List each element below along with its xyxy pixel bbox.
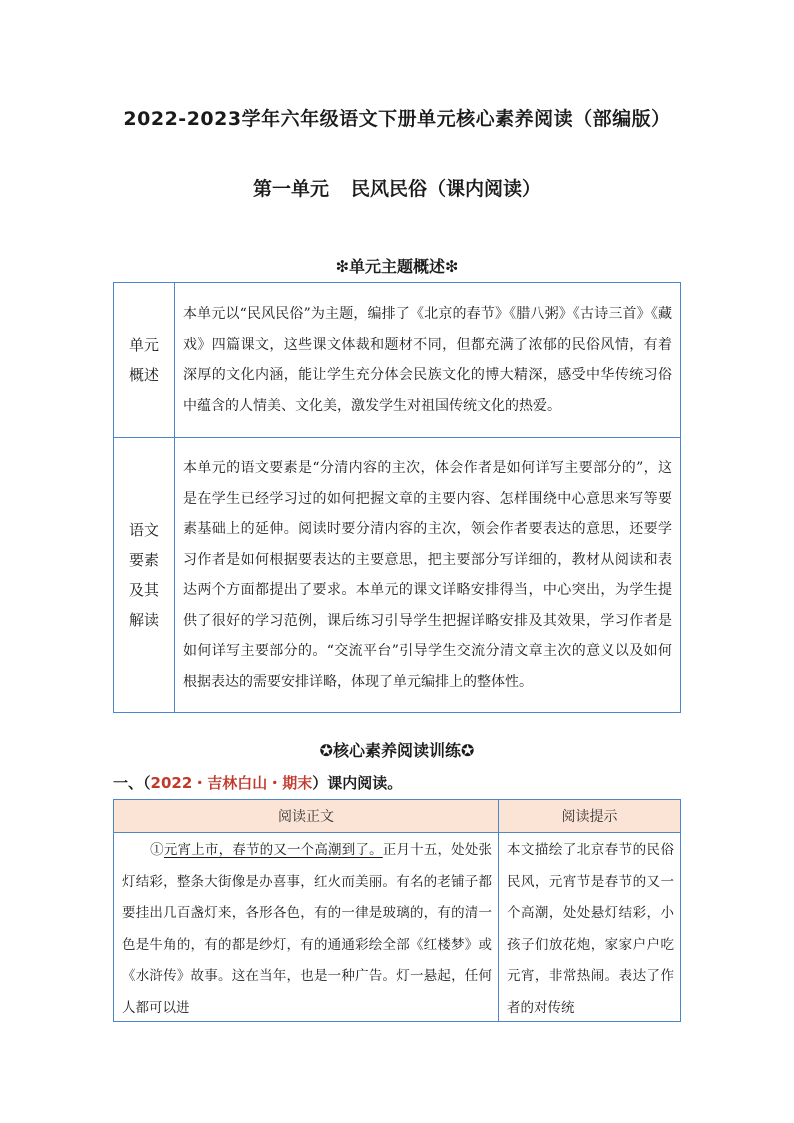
reading-header-passage: 阅读正文	[114, 800, 499, 833]
overview-row-label: 单元概述	[114, 283, 175, 438]
question-prefix: 一、（	[113, 774, 151, 792]
reading-header-hint: 阅读提示	[499, 800, 681, 833]
reading-hint: 本文描绘了北京春节的民俗民风，元宵节是春节的又一个高潮，处处悬灯结彩，小孩子们放花炮，家家户户吃元宵，非常热闹。表达了作者的对传统	[499, 833, 681, 1022]
passage-text: 正月十五，处处张灯结彩，整条大街像是办喜事，红火而美丽。有名的老铺子都要挂出几百盏灯来，各形各色，有的一律是玻璃的，有的清一色是牛角的，有的都是纱灯，有的通通彩绘全部《红楼梦》或《水浒传》故事。这在当年，也是一种广告。灯一悬起，任何人都可以进	[122, 842, 492, 1016]
underlined-sentence: 元宵上市，春节的又一个高潮到了。	[163, 842, 383, 858]
reading-table	[113, 799, 681, 1022]
overview-row-text: 本单元以“民风民俗”为主题，编排了《北京的春节》《腊八粥》《古诗三首》《藏戏》四篇课文，这些课文体裁和题材不同，但都充满了浓郁的民俗风情，有着深厚的文化内涵，能让学生充分体会民族文化的博大精深，感受中华传统习俗中蕴含的人情美、文化美，激发学生对祖国传统文化的热爱。	[175, 283, 681, 438]
reading-passage	[114, 833, 499, 1022]
question-source: 2022・吉林白山・期末	[150, 774, 313, 792]
paragraph-number: ①	[150, 842, 164, 858]
unit-number: 第一单元	[252, 178, 329, 200]
overview-row-elements	[114, 438, 681, 713]
overview-heading: ❇单元主题概述❇	[335, 257, 459, 276]
overview-table	[113, 282, 681, 713]
overview-row-text: 本单元的语文要素是“分清内容的主次，体会作者是如何详写主要部分的”，这是在学生已经学习过的如何把握文章的主要内容、怎样围绕中心意思来写等要素基础上的延伸。阅读时要分清内容的主次，领会作者要表达的意思，还要学习作者是如何根据要表达的主要意思，把主要部分写详细的，教材从阅读和表达两个方面都提出了要求。本单元的课文详略安排得当，中心突出，为学生提供了很好的学习范例，课后练习引导学生把握详略安排及其效果，学习作者是如何详写主要部分的。“交流平台”引导学生交流分清文章主次的意义以及如何根据表达的需要安排详略，体现了单元编排上的整体性。	[175, 438, 681, 713]
overview-row-summary	[114, 283, 681, 438]
question-suffix: ）课内阅读。	[312, 774, 403, 792]
question-heading	[113, 772, 402, 793]
overview-row-label: 语文要素及其解读	[114, 438, 175, 713]
unit-title	[0, 174, 794, 201]
unit-theme: 民风民俗（课内阅读）	[351, 178, 542, 200]
document-title: 2022-2023学年六年级语文下册单元核心素养阅读（部编版）	[123, 108, 671, 130]
training-heading: ✪核心素养阅读训练✪	[319, 741, 475, 760]
